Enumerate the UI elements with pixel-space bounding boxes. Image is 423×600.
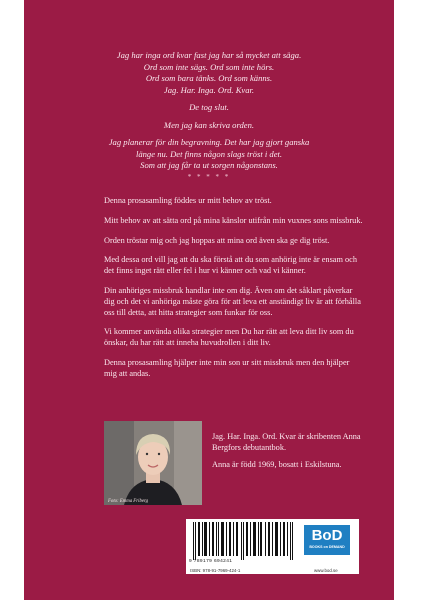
blurb-paragraph: Orden tröstar mig och jag hoppas att mina ord även ska ge dig tröst. xyxy=(104,235,330,245)
intro-poem xyxy=(24,50,394,178)
intro-stanza-1 xyxy=(24,50,394,96)
barcode-icon xyxy=(189,522,301,562)
author-portrait-image xyxy=(104,421,202,505)
intro-line: länge nu. Det finns någon slags tröst i det. xyxy=(135,148,283,159)
publisher-url: www.bod.se xyxy=(314,568,338,573)
section-divider: * * * * * xyxy=(187,173,231,181)
intro-line: Jag. Har. Inga. Ord. Kvar. xyxy=(163,84,255,95)
blurb-paragraph: Mitt behov av att sätta ord på mina känslor utifrån min vuxnes sons missbruk. xyxy=(104,215,363,225)
intro-stanza-2: De tog slut. xyxy=(189,102,229,112)
page-margin xyxy=(394,0,423,600)
barcode-area xyxy=(186,519,359,574)
back-cover xyxy=(24,0,394,600)
bod-logo-text: BoD xyxy=(311,527,343,544)
intro-stanza-3: Men jag kan skriva orden. xyxy=(163,119,255,130)
barcode-digits: 9 789179 694241 xyxy=(189,559,233,564)
intro-stanza-4 xyxy=(24,137,394,172)
bio-paragraph: Anna är född 1969, bosatt i Eskilstuna. xyxy=(212,460,342,470)
photo-credit: Foto: Emma Friberg xyxy=(108,499,149,504)
isbn-label: ISBN: 978-91-7969-424-1 xyxy=(190,568,241,573)
bio-paragraph: Jag. Har. Inga. Ord. Kvar är skribenten Anna Bergfors debutantbok. xyxy=(212,432,361,452)
author-photo xyxy=(104,421,202,505)
intro-line: Jag har inga ord kvar fast jag har så mycket att säga. xyxy=(116,50,302,60)
bod-logo-subtitle: BOOKS on DEMAND xyxy=(309,545,345,549)
blurb-paragraph: Din anhöriges missbruk handlar inte om dig. Även om det såklart påverkar dig och det vi anhöriga måste göra för att leva ett anständigt liv är att förhålla oss till detta, att hitta strategier som funkar för oss. xyxy=(104,285,361,317)
author-bio xyxy=(212,432,362,478)
intro-line: Ord som inte sägs. Ord som inte hörs. xyxy=(143,61,275,72)
intro-line: Jag planerar för din begravning. Det har jag gjort ganska xyxy=(108,137,310,147)
blurb-paragraph: Med dessa ord vill jag att du ska förstå att du som anhörig inte är ensam och det finns inget rätt eller fel i hur vi känner och vad vi känner. xyxy=(104,255,357,276)
blurb-paragraph: Denna prosasamling hjälper inte min son ur sitt missbruk men den hjälper mig att andas. xyxy=(104,357,350,378)
intro-line: Ord som bara tänks. Ord som känns. xyxy=(145,73,273,83)
blurb-paragraph: Vi kommer använda olika strategier men Du har rätt att leva ditt liv som du önskar, du har rätt att inneha huvudrollen i ditt liv. xyxy=(104,327,354,348)
intro-line: Som att jag får ta ut sorgen någonstans. xyxy=(140,160,278,170)
blurb-paragraph: Denna prosasamling föddes ur mitt behov av tröst. xyxy=(104,196,272,205)
blurb-text xyxy=(104,196,364,389)
bod-logo xyxy=(304,525,350,555)
